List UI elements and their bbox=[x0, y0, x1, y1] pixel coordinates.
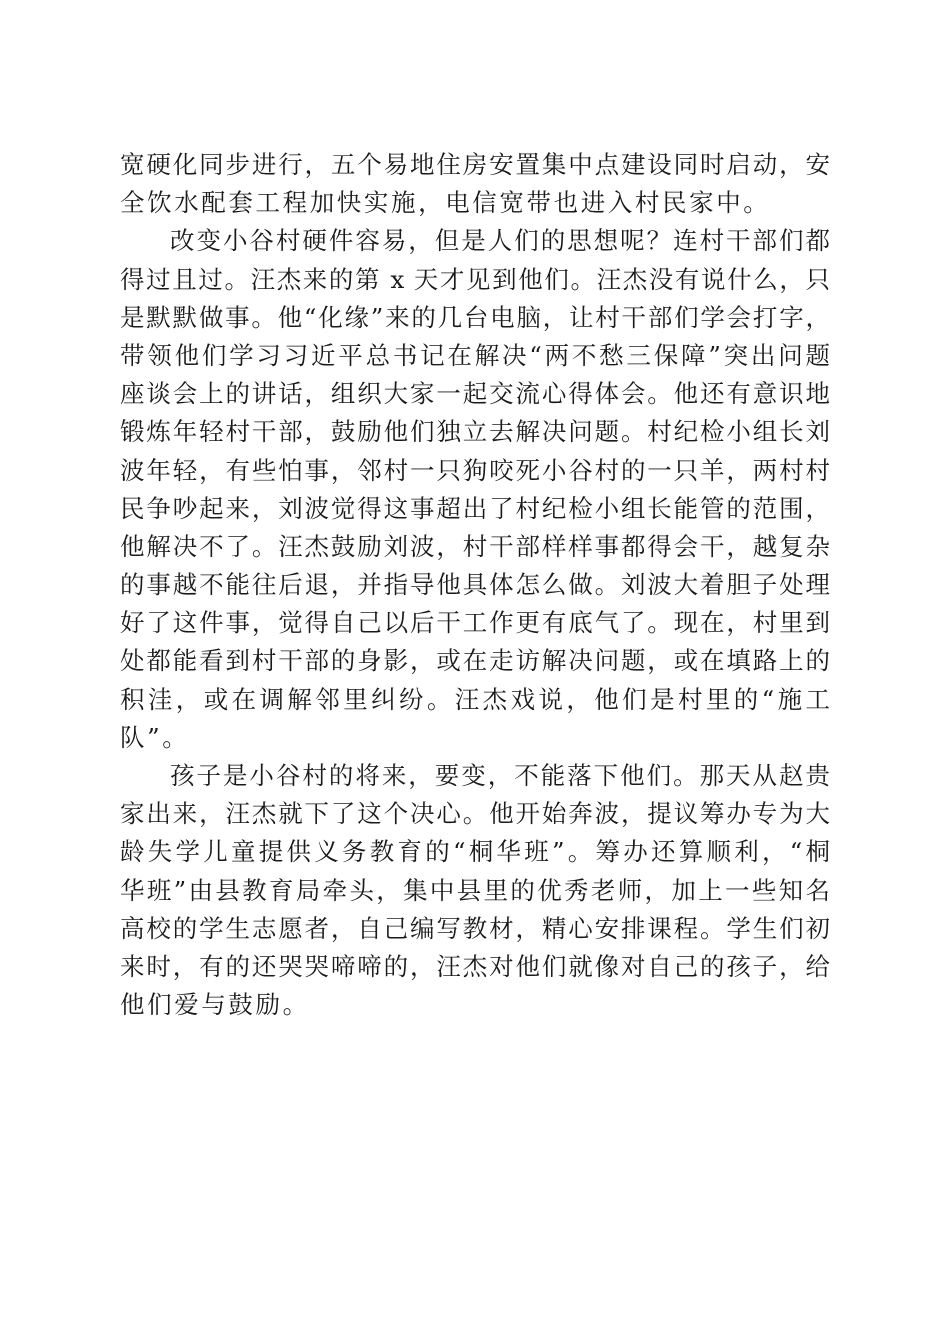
paragraph-3 bbox=[120, 757, 830, 1024]
text-line: 好了这件事，觉得自己以后干工作更有底气了。现在，村里到 bbox=[120, 608, 830, 638]
text-line: 的事越不能往后退，并指导他具体怎么做。刘波大着胆子处理 bbox=[120, 570, 830, 600]
text-line: 宽硬化同步进行，五个易地住房安置集中点建设同时启动，安 bbox=[120, 150, 830, 179]
paragraph-1 bbox=[120, 146, 830, 222]
text-line: 华班”由县教育局牵头，集中县里的优秀老师，加上一些知名 bbox=[120, 875, 830, 905]
text-line: 队”。 bbox=[120, 722, 190, 752]
text-line: 全饮水配套工程加快实施，电信宽带也进入村民家中。 bbox=[120, 188, 771, 218]
text-line: 家出来，汪杰就下了这个决心。他开始奔波，提议筹办专为大 bbox=[120, 799, 830, 829]
text-line: 改变小谷村硬件容易，但是人们的思想呢？连村干部们都 bbox=[170, 226, 830, 256]
text-line: 波年轻，有些怕事，邻村一只狗咬死小谷村的一只羊，两村村 bbox=[120, 455, 830, 485]
body-text bbox=[120, 146, 830, 1024]
text-line: 来时，有的还哭哭啼啼的，汪杰对他们就像对自己的孩子，给 bbox=[120, 951, 830, 981]
text-line: 是默默做事。他“化缘”来的几台电脑，让村干部们学会打字， bbox=[120, 302, 830, 332]
text-line: 座谈会上的讲话，组织大家一起交流心得体会。他还有意识地 bbox=[120, 379, 830, 409]
text-line: 孩子是小谷村的将来，要变，不能落下他们。那天从赵贵 bbox=[170, 761, 830, 790]
text-line: 积洼，或在调解邻里纠纷。汪杰戏说，他们是村里的“施工 bbox=[120, 684, 830, 714]
text-line: 处都能看到村干部的身影，或在走访解决问题，或在填路上的 bbox=[120, 646, 830, 676]
text-line: 民争吵起来，刘波觉得这事超出了村纪检小组长能管的范围， bbox=[120, 493, 830, 523]
text-line: 龄失学儿童提供义务教育的“桐华班”。筹办还算顺利，“桐 bbox=[120, 837, 830, 867]
text-line: 他解决不了。汪杰鼓励刘波，村干部样样事都得会干，越复杂 bbox=[120, 531, 830, 561]
text-line: 高校的学生志愿者，自己编写教材，精心安排课程。学生们初 bbox=[120, 913, 830, 943]
text-line: 得过且过。汪杰来的第 x 天才见到他们。汪杰没有说什么，只 bbox=[120, 264, 830, 294]
text-line: 他们爱与鼓励。 bbox=[120, 990, 310, 1020]
paragraph-2 bbox=[120, 222, 830, 757]
text-line: 带领他们学习习近平总书记在解决“两不愁三保障”突出问题 bbox=[120, 340, 830, 370]
text-line: 锻炼年轻村干部，鼓励他们独立去解决问题。村纪检小组长刘 bbox=[120, 417, 830, 447]
